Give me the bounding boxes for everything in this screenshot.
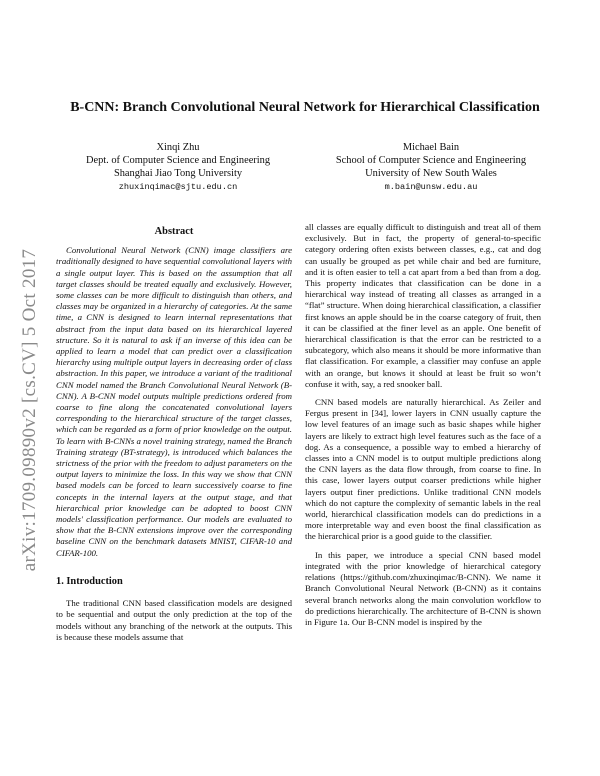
intro-paragraph-1: The traditional CNN based classification models are designed to be sequential and output the only prediction at the top of the models without any branching of the network at the outputs. This is because these models assume that (56, 598, 292, 642)
author-email: m.bain@unsw.edu.au (384, 181, 478, 192)
section-heading-introduction: 1. Introduction (56, 575, 123, 587)
author-institution: University of New South Wales (365, 168, 497, 180)
intro-paragraph-3: CNN based models are naturally hierarchical. As Zeiler and Fergus present in [34], lower layers in CNN usually capture the low level features of an image such as basic shapes while higher layers are likely to extract high level features such as the face of a dog. As a consequence, a possible way to embed a hierarchy of classes into a CNN model is to output multiple predictions along the CNN layers as the data flow through, from coarse to fine. In this case, lower layers output coarser predictions while higher layers output finer predictions. Unlike traditional CNN models which do not capture the complexity of semantic labels in the real world, hierarchical classification models can do predictions in a more interpretable way and even boost the final classification as the hierarchical prior is a good guide to the classifier. (305, 397, 541, 542)
author-email: zhuxinqimac@sjtu.edu.cn (118, 181, 238, 192)
left-column (56, 222, 292, 643)
intro-paragraph-2: all classes are equally difficult to distinguish and treat all of them exclusively. But in fact, the property of general-to-specific category ordering often exists between classes, e.g., cat and dog can usually be grouped as pet while chair and bed are furniture, and it is often easier to tell a cat apart from a bed than from a dog. This property indicates that classification can be done in a hierarchical way instead of treating all classes as arranged in a “flat” structure. When doing hierarchical classification, a classifier first knows an apple should be in the coarse category of fruit, then it can be classified at the finer level as an apple. One benefit of hierarchical classification is that the error can be restricted to a subcategory, which also means it should be more informative than flat classification. For example, a classifier may confuse an apple with an orange, but knows it should at least be fruit so won’t confuse it with, say, a red snooker ball. (305, 222, 541, 389)
paper-title: B-CNN: Branch Convolutional Neural Network for Hierarchical Classification (70, 100, 540, 115)
arxiv-stamp (10, 210, 50, 610)
abstract-heading: Abstract (154, 226, 194, 237)
author-name: Xinqi Zhu (156, 142, 200, 153)
arxiv-stamp-text: arXiv:1709.09890v2 [cs.CV] 5 Oct 2017 (19, 248, 41, 572)
author-1 (60, 141, 296, 194)
author-institution: Shanghai Jiao Tong University (113, 168, 243, 180)
right-column (305, 222, 541, 628)
author-name: Michael Bain (402, 142, 460, 153)
author-affiliation: School of Computer Science and Engineering (335, 155, 527, 167)
author-2 (303, 141, 559, 194)
author-affiliation: Dept. of Computer Science and Engineering (85, 155, 271, 167)
intro-paragraph-4: In this paper, we introduce a special CNN based model integrated with the prior knowledge of hierarchical category relations (https://github.com/zhuxinqimac/B-CNN). We name it Branch Convolutional Neural Network (B-CNN) as it contains several branch networks along the main convolution workflow to do predictions hierarchically. The architecture of B-CNN is shown in Figure 1a. Our B-CNN model is inspired by the (305, 549, 541, 627)
abstract-text: Convolutional Neural Network (CNN) image classifiers are traditionally designed to have sequential convolutional layers with a single output layer. This is based on the assumption that all target classes should be treated equally and exclusively. However, some classes can be more difficult to distinguish than others, and classes may be organized in a hierarchy of categories. At the same time, a CNN is designed to learn internal representations that abstract from the input data based on its hierarchical layered structure. So it is natural to ask if an inverse of this idea can be applied to learn a model that can predict over a classification hierarchy using multiple output layers in decreasing order of class abstraction. In this paper, we introduce a variant of the traditional CNN model named the Branch Convolutional Neural Network (B-CNN). A B-CNN model outputs multiple predictions ordered from coarse to fine along the concatenated convolutional layers corresponding to the hierarchical structure of the target classes, which can be regarded as a form of prior knowledge on the output. To learn with B-CNNs a novel training strategy, named the Branch Training strategy (BT-strategy), is introduced which balances the strictness of the prior with the freedom to adjust parameters on the output layers to minimize the loss. In this way we show that CNN based models can be forced to learn successively coarse to fine concepts in the internal layers at the output stage, and that hierarchical prior knowledge can be adopted to boost CNN models' classification performance. Our models are evaluated to show that the B-CNN extensions improve over the corresponding baseline CNN on the benchmark datasets MNIST, CIFAR-10 and CIFAR-100. (56, 245, 292, 558)
